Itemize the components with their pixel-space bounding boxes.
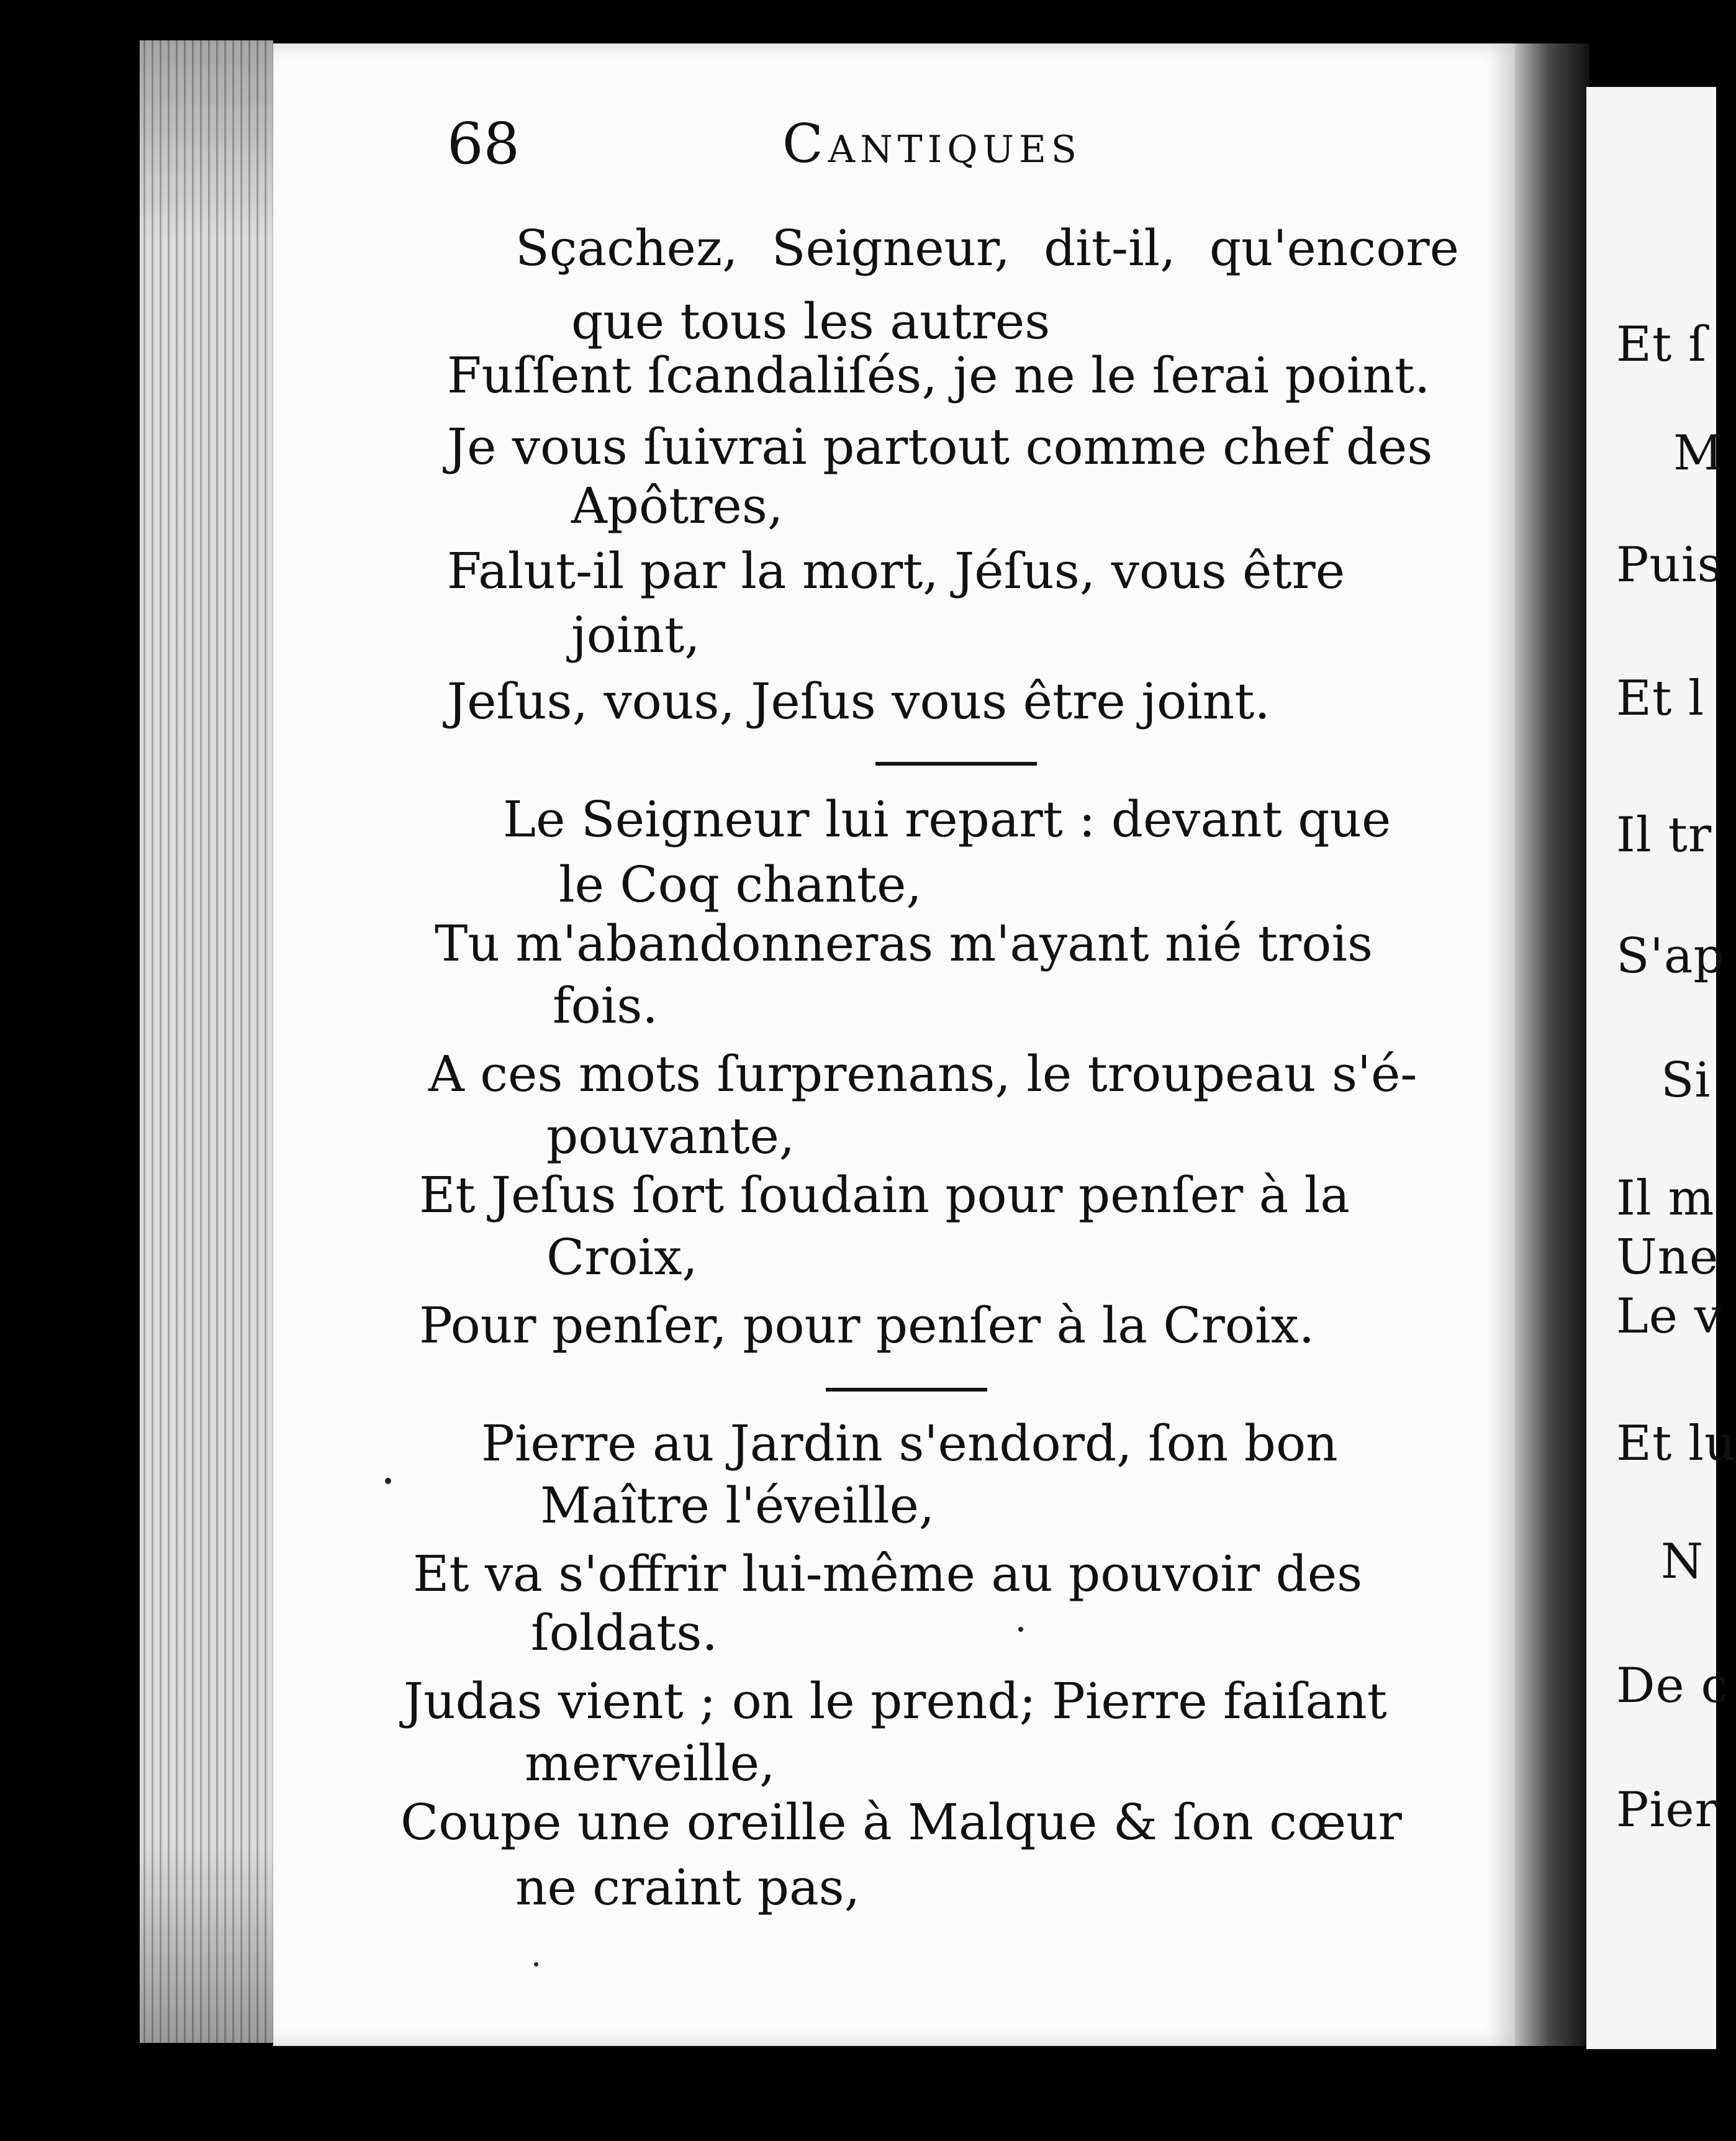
facing-page-fragment: M [1673, 425, 1724, 481]
facing-page-fragment: Il m [1616, 1170, 1715, 1226]
verse-line: Croix, [546, 1228, 698, 1286]
verse-line: Je vous ſuivrai partout comme chef des [447, 418, 1433, 476]
verse-line: Le Seigneur lui repart : devant que [503, 790, 1391, 848]
verse-line: Pierre au Jardin s'endord, ſon bon [481, 1415, 1338, 1472]
verse-line: Pour penſer, pour penſer à la Croix. [419, 1297, 1315, 1354]
verse-line: ſoldats. [531, 1604, 718, 1662]
page-header [447, 111, 1316, 179]
facing-page-fragment: S'ap [1616, 928, 1725, 984]
verse-line: Judas vient ; on le prend; Pierre faiſant [404, 1672, 1387, 1730]
verse-line: que tous les autres [571, 292, 1051, 350]
stanza-divider [826, 1388, 987, 1392]
facing-page-fragment: Et l [1616, 671, 1705, 726]
verse-line: fois. [553, 977, 658, 1034]
book-page-right-cropped [1586, 87, 1736, 2049]
page-number: 68 [447, 111, 520, 177]
facing-page-fragment: N [1661, 1534, 1704, 1590]
facing-page-fragment: Pier [1616, 1782, 1719, 1838]
verse-line: A ces mots ſurprenans, le troupeau s'é- [428, 1045, 1417, 1103]
verse-line: joint, [571, 606, 700, 664]
facing-page-fragment: Et ſ [1616, 317, 1707, 373]
facing-page-fragment: Le v [1616, 1288, 1722, 1344]
verse-line: Sçachez, Seigneur, dit-il, qu'encore [515, 219, 1459, 277]
verse-line: pouvante, [546, 1107, 795, 1165]
ink-speck [534, 1962, 538, 1967]
ink-speck [385, 1478, 391, 1484]
verse-line: Maître l'éveille, [540, 1477, 935, 1534]
facing-page-fragment: Puis [1616, 537, 1723, 593]
verse-line: Fuſſent ſcandaliſés, je ne le ſerai point. [447, 346, 1431, 404]
stanza-divider [875, 762, 1037, 766]
verse-line: Et Jeſus ſort ſoudain pour penſer à la [419, 1166, 1350, 1224]
verse-line: Falut-il par la mort, Jéſus, vous être [447, 542, 1345, 600]
book-gutter [1515, 43, 1589, 2046]
verse-line: merveille, [525, 1734, 775, 1792]
verse-line: le Coq chante, [559, 856, 922, 913]
facing-page-fragment: Et lu [1616, 1416, 1736, 1472]
verse-line: Apôtres, [571, 477, 784, 535]
facing-page-fragment: Une [1616, 1229, 1719, 1285]
book-page-edges [140, 40, 273, 2043]
running-title: Cantiques [782, 113, 1082, 175]
verse-line: Coupe une oreille à Malque & ſon cœur [400, 1793, 1402, 1851]
verse-line: ne craint pas, [515, 1858, 861, 1916]
ink-speck [1018, 1627, 1023, 1632]
facing-page-fragment: De c [1616, 1658, 1729, 1714]
verse-line: Tu m'abandonneras m'ayant nié trois [435, 915, 1373, 972]
facing-page-fragment: Si [1661, 1052, 1711, 1108]
verse-line: Jeſus, vous, Jeſus vous être joint. [447, 672, 1270, 730]
facing-page-fragment: Il tr [1616, 807, 1712, 863]
verse-line: Et va s'offrir lui-même au pouvoir des [413, 1545, 1363, 1603]
